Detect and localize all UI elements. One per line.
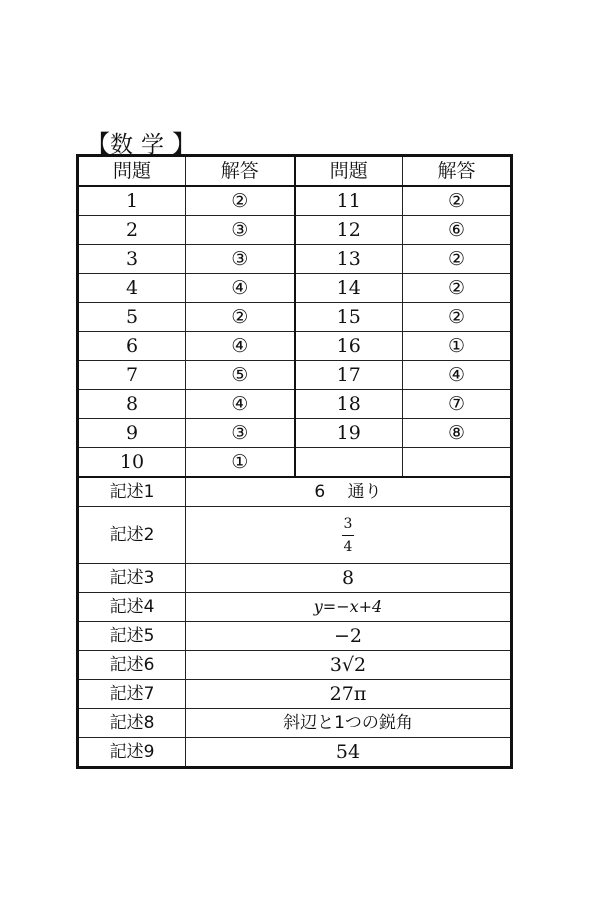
answer-cell: ④ bbox=[403, 361, 512, 390]
written-label: 記述5 bbox=[78, 622, 186, 651]
question-number-cell bbox=[295, 448, 403, 478]
written-label: 記述6 bbox=[78, 651, 186, 680]
written-answer-row bbox=[78, 477, 512, 507]
answer-cell: ③ bbox=[186, 419, 295, 448]
written-label: 記述7 bbox=[78, 680, 186, 709]
answer-table bbox=[76, 154, 513, 769]
written-label: 記述3 bbox=[78, 564, 186, 593]
answer-cell: ④ bbox=[186, 390, 295, 419]
table-row bbox=[78, 390, 512, 419]
answer-cell: ③ bbox=[186, 216, 295, 245]
answer-cell: ② bbox=[403, 274, 512, 303]
table-row bbox=[78, 186, 512, 216]
question-number-cell: 19 bbox=[295, 419, 403, 448]
written-answer: 27π bbox=[186, 680, 512, 709]
question-number-cell: 12 bbox=[295, 216, 403, 245]
table-row bbox=[78, 274, 512, 303]
question-number-cell: 1 bbox=[78, 186, 186, 216]
written-answer bbox=[186, 507, 512, 564]
question-number-cell: 4 bbox=[78, 274, 186, 303]
table-row bbox=[78, 332, 512, 361]
written-label: 記述4 bbox=[78, 593, 186, 622]
written-answer: 6 通り bbox=[186, 477, 512, 507]
written-answer: −2 bbox=[186, 622, 512, 651]
table-row bbox=[78, 448, 512, 478]
answer-cell: ① bbox=[186, 448, 295, 478]
fraction-numerator: 3 bbox=[343, 515, 353, 532]
answer-cell: ④ bbox=[186, 332, 295, 361]
written-answer-row bbox=[78, 507, 512, 564]
written-answer-row bbox=[78, 651, 512, 680]
written-label: 記述9 bbox=[78, 738, 186, 768]
answer-cell: ⑦ bbox=[403, 390, 512, 419]
answer-cell: ② bbox=[186, 303, 295, 332]
table-row bbox=[78, 216, 512, 245]
question-number-cell: 6 bbox=[78, 332, 186, 361]
header-question-1: 問題 bbox=[78, 156, 186, 187]
table-row bbox=[78, 419, 512, 448]
answer-cell: ④ bbox=[186, 274, 295, 303]
question-number-cell: 5 bbox=[78, 303, 186, 332]
question-number-cell: 2 bbox=[78, 216, 186, 245]
answer-cell: ③ bbox=[186, 245, 295, 274]
written-answer-row bbox=[78, 564, 512, 593]
written-label: 記述1 bbox=[78, 477, 186, 507]
written-answer-rows bbox=[78, 477, 512, 768]
written-answer-row bbox=[78, 622, 512, 651]
question-number-cell: 7 bbox=[78, 361, 186, 390]
question-number-cell: 16 bbox=[295, 332, 403, 361]
answer-cell: ① bbox=[403, 332, 512, 361]
answer-cell bbox=[403, 448, 512, 478]
answer-cell: ⑧ bbox=[403, 419, 512, 448]
answer-cell: ② bbox=[403, 245, 512, 274]
question-number-cell: 17 bbox=[295, 361, 403, 390]
written-answer: y=−x+4 bbox=[186, 593, 512, 622]
table-row bbox=[78, 245, 512, 274]
header-answer-1: 解答 bbox=[186, 156, 295, 187]
written-answer: 斜辺と1つの鋭角 bbox=[186, 709, 512, 738]
question-number-cell: 18 bbox=[295, 390, 403, 419]
table-row bbox=[78, 303, 512, 332]
header-question-2: 問題 bbox=[295, 156, 403, 187]
title-close-bracket: 】 bbox=[172, 130, 196, 158]
question-number-cell: 3 bbox=[78, 245, 186, 274]
written-answer-row bbox=[78, 738, 512, 768]
written-answer: 3√2 bbox=[186, 651, 512, 680]
answer-cell: ② bbox=[186, 186, 295, 216]
question-number-cell: 15 bbox=[295, 303, 403, 332]
title-text: 数学 bbox=[110, 132, 172, 158]
fraction-denominator: 4 bbox=[343, 538, 353, 555]
question-number-cell: 13 bbox=[295, 245, 403, 274]
title-open-bracket: 【 bbox=[86, 130, 110, 158]
multiple-choice-rows bbox=[78, 186, 512, 477]
written-answer-row bbox=[78, 709, 512, 738]
answer-cell: ⑥ bbox=[403, 216, 512, 245]
fraction bbox=[342, 516, 354, 555]
question-number-cell: 8 bbox=[78, 390, 186, 419]
written-label: 記述2 bbox=[78, 507, 186, 564]
table-row bbox=[78, 361, 512, 390]
question-number-cell: 14 bbox=[295, 274, 403, 303]
answer-cell: ⑤ bbox=[186, 361, 295, 390]
question-number-cell: 10 bbox=[78, 448, 186, 478]
written-label: 記述8 bbox=[78, 709, 186, 738]
written-answer-row bbox=[78, 680, 512, 709]
written-answer: 8 bbox=[186, 564, 512, 593]
question-number-cell: 9 bbox=[78, 419, 186, 448]
question-number-cell: 11 bbox=[295, 186, 403, 216]
answer-cell: ② bbox=[403, 186, 512, 216]
header-row bbox=[78, 156, 512, 187]
written-answer: 54 bbox=[186, 738, 512, 768]
answer-cell: ② bbox=[403, 303, 512, 332]
fraction-bar bbox=[342, 535, 354, 536]
written-answer-row bbox=[78, 593, 512, 622]
header-answer-2: 解答 bbox=[403, 156, 512, 187]
